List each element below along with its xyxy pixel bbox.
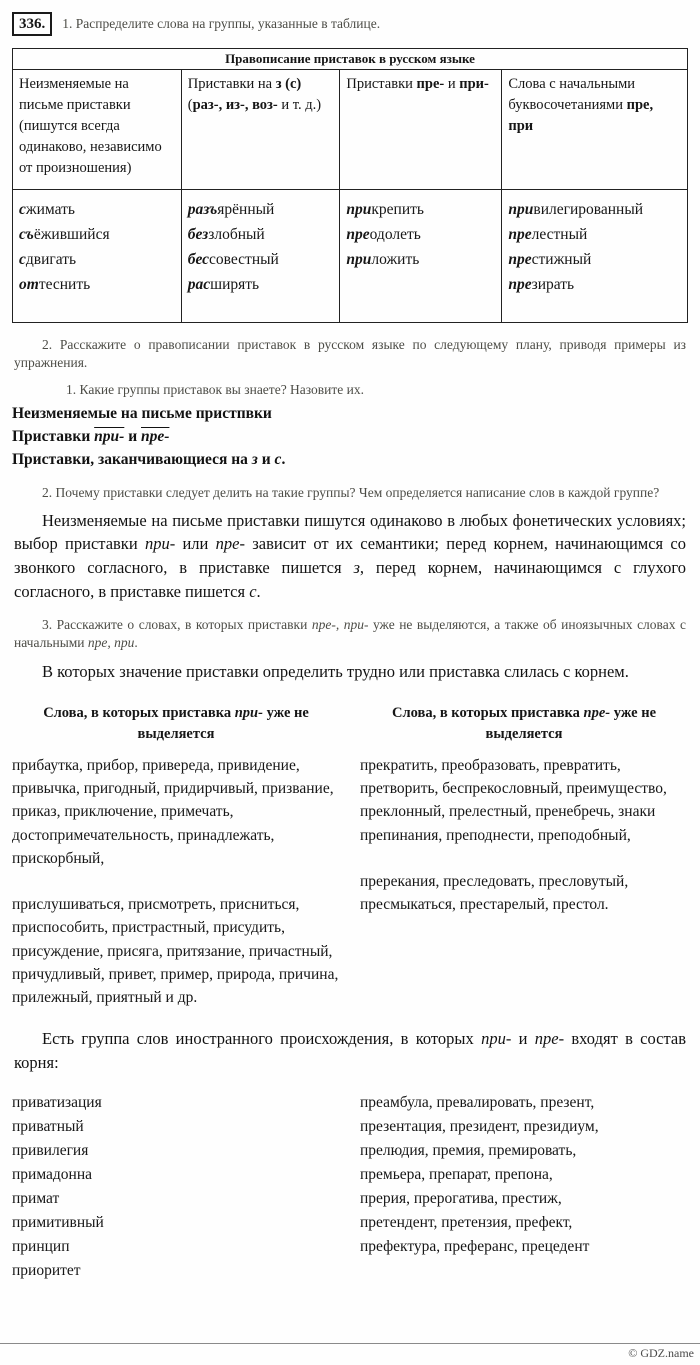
pri-word-list-1: прибаутка, прибор, привереда, привидение, привычка, пригодный, придирчивый, призвание, приказ, приключение, примечать, достопримечательность, принадлежать, прискорбный,: [12, 756, 334, 867]
foreign-pri-word: приватный: [12, 1117, 84, 1135]
pre-word-list-2: пререкания, преследовать, пресловутый, пресмыкаться, престарелый, престол.: [360, 872, 629, 914]
foreign-pre-line: презентация, президент, президиум,: [360, 1117, 599, 1135]
foreign-pre-line: преамбула, превалировать, презент,: [360, 1093, 595, 1111]
foreign-pri-word: примитивный: [12, 1213, 104, 1231]
table-title: Правописание приставок в русском языке: [13, 49, 688, 70]
foreign-pri-word: примадонна: [12, 1165, 93, 1183]
foreign-pri-word: приватизация: [12, 1093, 102, 1111]
pre-word-list-1: прекратить, преобразовать, превратить, претворить, беспрекословный, преимущество, преклонный, прелестный, пренебречь, знаки препинания, преподнести, преподобный,: [360, 756, 667, 844]
task-2-text: 2. Расскажите о правописании приставок в русском языке по следующему плану, приводя примеры из упражнения.: [14, 336, 686, 370]
answer-groups-line-1: Неизменяемые на письме пристпвки: [12, 405, 272, 423]
foreign-pre-line: префектура, преферанс, прецедент: [360, 1237, 590, 1255]
table-cell-unchangeable-words: сжимать съёжившийся сдвигать оттеснить: [13, 190, 182, 322]
foreign-pri-word: принцип: [12, 1237, 70, 1255]
pre-column: [360, 703, 688, 1009]
answer-groups-line-2: Приставки при- и пре-: [12, 428, 170, 446]
table-header-pre-pri-prefixes: Приставки пре- и при-: [340, 70, 502, 190]
table-title-row: [13, 49, 688, 70]
foreign-word-columns: [12, 1091, 688, 1283]
foreign-pre-line: претендент, претензия, префект,: [360, 1213, 573, 1231]
foreign-pre-list: [360, 1091, 688, 1283]
table-cell-root-words: привилегированный прелестный престижный презирать: [502, 190, 688, 322]
pre-column-header: Слова, в которых приставка пре- уже не выделяется: [392, 705, 656, 742]
watermark-text: © GDZ.name: [628, 1346, 694, 1360]
foreign-pri-word: примат: [12, 1189, 60, 1207]
table-cell-pre-pri-words: прикрепить преодолеть приложить: [340, 190, 502, 322]
task-1-text: 1. Распределите слова на группы, указанные в таблице.: [62, 15, 381, 31]
foreign-pre-line: прелюдия, премия, премировать,: [360, 1141, 577, 1159]
foreign-pre-line: премьера, препарат, препона,: [360, 1165, 553, 1183]
foreign-pri-word: приоритет: [12, 1261, 81, 1279]
exercise-header: [12, 12, 688, 36]
table-header-pre-pri-roots: Слова с начальными буквосочетаниями пре, при: [502, 70, 688, 190]
foreign-pri-list: [12, 1091, 340, 1283]
plan-question-2: 2. Почему приставки следует делить на такие группы? Чем определяется написание слов в каждой группе?: [42, 484, 660, 500]
foreign-pri-word: привилегия: [12, 1141, 89, 1159]
foreign-words-intro: Есть группа слов иностранного происхождения, в которых при- и пре- входят в состав корня:: [14, 1029, 686, 1072]
task-3-text: 3. Расскажите о словах, в которых приставки пре-, при- уже не выделяются, а также об иноязычных словах с начальными пре, при.: [14, 617, 686, 651]
answer-question-3: В которых значение приставки определить трудно или приставка слилась с корнем.: [42, 661, 629, 681]
exercise-number: 336.: [12, 12, 52, 36]
table-cell-z-s-words: разъярённый беззлобный бессовестный расширять: [181, 190, 340, 322]
foreign-pre-line: прерия, прерогатива, престиж,: [360, 1189, 562, 1207]
prefix-spelling-table: [12, 48, 688, 323]
table-header-row: [13, 70, 688, 190]
answer-question-2: Неизменяемые на письме приставки пишутся одинаково в любых фонетических условиях; выбор приставки при- или пре- зависит от их семантики; перед корнем, начинающимся со звонкого согласного, в приставке пишется з, перед корнем, начинающимся с глухого согласного, в приставке пишется с.: [14, 510, 686, 601]
table-header-unchangeable-prefixes: Неизменяемые на письме приставки (пишутся всегда одинаково, независимо от произношения): [13, 70, 182, 190]
answer-groups-line-3: Приставки, заканчивающиеся на з и с.: [12, 451, 286, 469]
word-columns: [12, 703, 688, 1009]
plan-question-1: 1. Какие группы приставок вы знаете? Назовите их.: [66, 381, 365, 397]
pri-column-header: Слова, в которых приставка при- уже не выделяется: [43, 705, 309, 742]
page-footer: [0, 1343, 700, 1365]
pri-column: [12, 703, 340, 1009]
table-header-z-s-prefixes: Приставки на з (с) (раз-, из-, воз- и т. д.): [181, 70, 340, 190]
pri-word-list-2: прислушиваться, присмотреть, присниться, приспособить, пристрастный, присудить, присуждение, присяга, притязание, причастный, причудливый, привет, пример, природа, причина, прилежный, приятный и др.: [12, 896, 339, 1007]
table-data-row: [13, 190, 688, 322]
